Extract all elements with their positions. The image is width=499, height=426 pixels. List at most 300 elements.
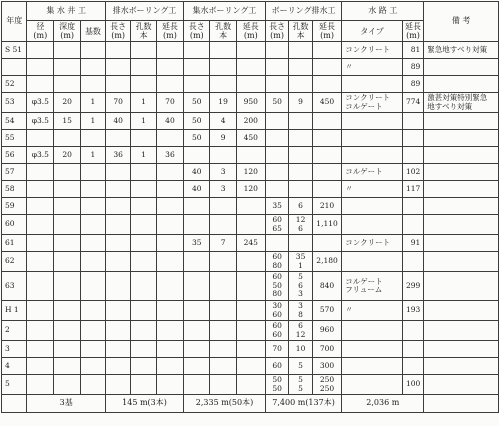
cell-line: フリューム bbox=[345, 285, 383, 294]
data-cell bbox=[402, 375, 424, 395]
table-row bbox=[2, 59, 499, 76]
data-cell bbox=[236, 235, 265, 252]
data-cell bbox=[289, 235, 312, 252]
cell-line: 117 bbox=[405, 183, 421, 193]
table-row bbox=[2, 252, 499, 272]
cell-line: 89 bbox=[410, 61, 421, 71]
cell-line: 50 bbox=[272, 280, 282, 290]
cell-line: 〃 bbox=[345, 61, 353, 71]
data-cell bbox=[210, 130, 236, 147]
data-cell bbox=[27, 341, 54, 358]
total-catchment-boring: 2,335 m(50本) bbox=[184, 395, 266, 413]
data-cell bbox=[156, 252, 183, 272]
data-cell bbox=[80, 358, 105, 375]
total-catchment-well: 3基 bbox=[27, 395, 105, 413]
header-group-catchment-well: 集 水 井 工 bbox=[27, 2, 105, 21]
data-cell bbox=[27, 147, 54, 164]
cell-line: 60 bbox=[272, 252, 282, 261]
data-cell bbox=[156, 235, 183, 252]
data-cell bbox=[289, 147, 312, 164]
data-cell bbox=[184, 341, 210, 358]
cell-line: φ3.5 bbox=[31, 149, 49, 159]
cell-line: 8 bbox=[298, 309, 303, 319]
data-cell bbox=[312, 59, 341, 76]
data-cell bbox=[312, 375, 341, 395]
data-cell bbox=[312, 272, 341, 301]
header-group-drainage-boring: 排水ボーリング工 bbox=[105, 2, 183, 21]
data-cell bbox=[105, 252, 130, 272]
year-cell: 60 bbox=[2, 215, 27, 235]
data-cell bbox=[210, 147, 236, 164]
data-cell bbox=[236, 358, 265, 375]
data-cell bbox=[105, 375, 130, 395]
data-cell bbox=[402, 181, 424, 198]
data-cell bbox=[289, 272, 312, 301]
data-cell bbox=[265, 59, 288, 76]
data-cell bbox=[236, 272, 265, 301]
data-cell bbox=[156, 375, 183, 395]
cell-line: 81 bbox=[410, 44, 421, 54]
cell-line: 6 bbox=[298, 321, 303, 330]
data-cell bbox=[105, 358, 130, 375]
cell-line: 12 bbox=[295, 329, 306, 339]
data-cell bbox=[342, 252, 402, 272]
data-cell bbox=[342, 113, 402, 130]
data-cell bbox=[342, 301, 402, 321]
data-cell bbox=[80, 301, 105, 321]
data-cell bbox=[289, 341, 312, 358]
data-cell bbox=[131, 358, 156, 375]
cell-line: 5 bbox=[298, 360, 303, 370]
data-cell bbox=[342, 147, 402, 164]
data-cell bbox=[54, 164, 81, 181]
subheader-text: 延長 bbox=[405, 22, 421, 31]
data-cell bbox=[402, 198, 424, 215]
cell-line: 60 bbox=[272, 321, 282, 330]
construction-table bbox=[1, 1, 499, 413]
remarks-cell bbox=[424, 147, 499, 164]
cell-line: 1 bbox=[90, 97, 96, 107]
data-cell bbox=[236, 113, 265, 130]
year-cell: 54 bbox=[2, 113, 27, 130]
data-cell bbox=[184, 59, 210, 76]
data-cell bbox=[210, 358, 236, 375]
table-row bbox=[2, 235, 499, 252]
remarks-cell bbox=[424, 181, 499, 198]
subheader-text: (m) bbox=[320, 31, 334, 40]
cell-line: 210 bbox=[319, 200, 335, 210]
data-cell bbox=[80, 93, 105, 113]
cell-line: 20 bbox=[62, 149, 72, 159]
cell-line: φ3.5 bbox=[31, 115, 49, 125]
data-cell bbox=[289, 164, 312, 181]
year-cell: 2 bbox=[2, 321, 27, 341]
data-cell bbox=[105, 93, 130, 113]
subheader-12 bbox=[342, 21, 402, 42]
cell-line: 1 bbox=[298, 260, 303, 270]
cell-line: 70 bbox=[113, 97, 123, 107]
cell-line: 1 bbox=[141, 149, 146, 159]
data-cell bbox=[80, 42, 105, 59]
data-cell bbox=[265, 93, 288, 113]
remarks-cell bbox=[424, 235, 499, 252]
total-channel: 2,036 m bbox=[342, 395, 424, 413]
data-cell bbox=[54, 215, 81, 235]
subheader-1 bbox=[54, 21, 81, 42]
data-cell bbox=[27, 164, 54, 181]
data-cell bbox=[54, 341, 81, 358]
header-remarks: 備 考 bbox=[424, 2, 499, 42]
data-cell bbox=[236, 198, 265, 215]
cell-line: 20 bbox=[62, 97, 72, 107]
table-row bbox=[2, 130, 499, 147]
data-cell bbox=[80, 181, 105, 198]
subheader-text: (m) bbox=[406, 31, 420, 40]
year-cell: H 1 bbox=[2, 301, 27, 321]
remarks-cell bbox=[424, 113, 499, 130]
data-cell bbox=[54, 42, 81, 59]
data-cell bbox=[312, 181, 341, 198]
remarks-cell bbox=[424, 252, 499, 272]
year-cell: S 51 bbox=[2, 42, 27, 59]
cell-line: 6 bbox=[298, 200, 303, 210]
data-cell bbox=[105, 181, 130, 198]
cell-line: 299 bbox=[405, 280, 421, 290]
data-cell bbox=[312, 235, 341, 252]
data-cell bbox=[342, 235, 402, 252]
data-cell bbox=[210, 42, 236, 59]
data-cell bbox=[265, 113, 288, 130]
data-cell bbox=[27, 130, 54, 147]
data-cell bbox=[27, 181, 54, 198]
subheader-4 bbox=[131, 21, 156, 42]
data-cell bbox=[105, 321, 130, 341]
data-cell bbox=[54, 272, 81, 301]
data-cell bbox=[289, 93, 312, 113]
total-drainage-boring: 145 m(3本) bbox=[105, 395, 183, 413]
data-cell bbox=[236, 321, 265, 341]
data-cell bbox=[54, 321, 81, 341]
table-row bbox=[2, 181, 499, 198]
data-cell bbox=[105, 272, 130, 301]
data-cell bbox=[402, 113, 424, 130]
data-cell bbox=[289, 301, 312, 321]
data-cell bbox=[312, 113, 341, 130]
data-cell bbox=[265, 321, 288, 341]
cell-line: 15 bbox=[62, 115, 72, 125]
data-cell bbox=[105, 198, 130, 215]
year-cell: 56 bbox=[2, 147, 27, 164]
data-cell bbox=[80, 252, 105, 272]
cell-line: 1,110 bbox=[316, 219, 338, 229]
data-cell bbox=[210, 215, 236, 235]
data-cell bbox=[342, 272, 402, 301]
data-cell bbox=[402, 59, 424, 76]
cell-line: φ3.5 bbox=[31, 97, 49, 107]
table-row bbox=[2, 272, 499, 301]
data-cell bbox=[131, 215, 156, 235]
cell-line: 570 bbox=[319, 305, 335, 315]
table-row bbox=[2, 93, 499, 113]
data-cell bbox=[156, 215, 183, 235]
cell-line: コンクリート bbox=[345, 237, 391, 247]
cell-line: 1 bbox=[141, 115, 146, 125]
data-cell bbox=[105, 42, 130, 59]
data-cell bbox=[402, 358, 424, 375]
data-cell bbox=[156, 164, 183, 181]
subheader-text: 長さ bbox=[188, 22, 205, 31]
year-cell: 55 bbox=[2, 130, 27, 147]
data-cell bbox=[402, 93, 424, 113]
data-cell bbox=[131, 341, 156, 358]
data-cell bbox=[289, 113, 312, 130]
data-cell bbox=[342, 76, 402, 93]
data-cell bbox=[289, 215, 312, 235]
cell-line: 65 bbox=[272, 223, 282, 233]
data-cell bbox=[131, 301, 156, 321]
data-cell bbox=[236, 93, 265, 113]
table-row bbox=[2, 215, 499, 235]
subheader-text: 径 bbox=[36, 22, 45, 31]
data-cell bbox=[27, 93, 54, 113]
cell-line: 250 bbox=[319, 383, 335, 393]
data-cell bbox=[131, 147, 156, 164]
data-cell bbox=[54, 76, 81, 93]
cell-line: 12 bbox=[295, 215, 306, 224]
subheader-text: (m) bbox=[243, 31, 258, 40]
cell-line: 40 bbox=[191, 183, 202, 193]
year-cell: 58 bbox=[2, 181, 27, 198]
data-cell bbox=[131, 42, 156, 59]
cell-line: 89 bbox=[410, 78, 421, 88]
data-cell bbox=[156, 113, 183, 130]
subheader-text: 孔数 bbox=[215, 22, 232, 31]
data-cell bbox=[105, 147, 130, 164]
cell-line: 700 bbox=[319, 343, 335, 353]
cell-line: 35 bbox=[272, 200, 282, 210]
cell-line: 80 bbox=[272, 289, 282, 299]
data-cell bbox=[184, 321, 210, 341]
subheader-text: 本 bbox=[296, 31, 305, 40]
data-cell bbox=[27, 321, 54, 341]
data-cell bbox=[342, 215, 402, 235]
cell-line: コンクリート bbox=[345, 44, 391, 54]
data-cell bbox=[402, 235, 424, 252]
data-cell bbox=[27, 375, 54, 395]
cell-line: 5 bbox=[298, 375, 303, 384]
data-cell bbox=[289, 42, 312, 59]
year-cell bbox=[2, 59, 27, 76]
cell-line: 3 bbox=[220, 166, 226, 176]
data-cell bbox=[210, 252, 236, 272]
cell-line: 3 bbox=[220, 183, 226, 193]
data-cell bbox=[236, 375, 265, 395]
cell-line: 5 bbox=[298, 383, 303, 393]
table-row bbox=[2, 375, 499, 395]
data-cell bbox=[54, 252, 81, 272]
data-cell bbox=[80, 321, 105, 341]
cell-line: 4 bbox=[220, 115, 226, 125]
data-cell bbox=[210, 164, 236, 181]
subheader-9 bbox=[265, 21, 288, 42]
data-cell bbox=[210, 113, 236, 130]
data-cell bbox=[289, 198, 312, 215]
data-cell bbox=[156, 358, 183, 375]
cell-line: 50 bbox=[272, 97, 282, 107]
cell-line: 60 bbox=[272, 309, 282, 319]
data-cell bbox=[236, 42, 265, 59]
cell-line: 40 bbox=[165, 115, 175, 125]
data-cell bbox=[27, 235, 54, 252]
data-cell bbox=[210, 321, 236, 341]
cell-line: コルゲート bbox=[345, 276, 383, 286]
cell-line: 120 bbox=[243, 166, 258, 176]
data-cell bbox=[210, 375, 236, 395]
subheader-text: 延長 bbox=[161, 22, 178, 31]
year-cell: 53 bbox=[2, 93, 27, 113]
year-cell: 4 bbox=[2, 358, 27, 375]
data-cell bbox=[342, 181, 402, 198]
cell-line: 60 bbox=[272, 215, 282, 224]
data-cell bbox=[80, 130, 105, 147]
data-cell bbox=[27, 76, 54, 93]
data-cell bbox=[265, 76, 288, 93]
data-cell bbox=[80, 113, 105, 130]
cell-line: 36 bbox=[165, 149, 175, 159]
cell-line: コンクリート bbox=[345, 93, 391, 102]
data-cell bbox=[342, 93, 402, 113]
subheader-text: (m) bbox=[163, 31, 177, 40]
data-cell bbox=[54, 59, 81, 76]
table-row bbox=[2, 147, 499, 164]
cell-line: 6 bbox=[298, 280, 303, 290]
data-cell bbox=[105, 301, 130, 321]
data-cell bbox=[289, 76, 312, 93]
data-cell bbox=[131, 93, 156, 113]
cell-line: 6 bbox=[298, 223, 303, 233]
data-cell bbox=[289, 181, 312, 198]
data-cell bbox=[265, 147, 288, 164]
data-cell bbox=[312, 321, 341, 341]
data-cell bbox=[289, 59, 312, 76]
data-cell bbox=[402, 164, 424, 181]
subheader-0 bbox=[27, 21, 54, 42]
cell-line: 60 bbox=[272, 360, 282, 370]
data-cell bbox=[265, 301, 288, 321]
year-cell: 5 bbox=[2, 375, 27, 395]
data-cell bbox=[210, 181, 236, 198]
total-remarks bbox=[424, 395, 499, 413]
data-cell bbox=[105, 235, 130, 252]
subheader-text: (m) bbox=[270, 31, 284, 40]
cell-line: 19 bbox=[218, 97, 228, 107]
data-cell bbox=[156, 59, 183, 76]
cell-line: コルゲート bbox=[345, 101, 383, 111]
data-cell bbox=[342, 341, 402, 358]
data-cell bbox=[312, 358, 341, 375]
year-cell: 59 bbox=[2, 198, 27, 215]
data-cell bbox=[265, 272, 288, 301]
data-cell bbox=[312, 215, 341, 235]
subheader-text: 延長 bbox=[319, 22, 336, 31]
cell-line: 950 bbox=[243, 97, 258, 107]
data-cell bbox=[54, 235, 81, 252]
remarks-cell bbox=[424, 341, 499, 358]
data-cell bbox=[265, 341, 288, 358]
data-cell bbox=[265, 375, 288, 395]
data-cell bbox=[312, 341, 341, 358]
cell-line: 245 bbox=[243, 237, 258, 247]
subheader-text: (m) bbox=[33, 31, 48, 40]
data-cell bbox=[105, 215, 130, 235]
table-row bbox=[2, 164, 499, 181]
subheader-text: 長さ bbox=[269, 22, 286, 31]
cell-line: 60 bbox=[272, 272, 282, 282]
cell-line: 1 bbox=[90, 115, 96, 125]
subheader-10 bbox=[289, 21, 312, 42]
data-cell bbox=[54, 147, 81, 164]
cell-line: 450 bbox=[319, 97, 335, 107]
data-cell bbox=[265, 215, 288, 235]
data-cell bbox=[342, 375, 402, 395]
data-cell bbox=[402, 76, 424, 93]
remarks-cell bbox=[424, 301, 499, 321]
cell-line: 960 bbox=[319, 325, 335, 335]
cell-line: 50 bbox=[191, 132, 202, 142]
data-cell bbox=[131, 76, 156, 93]
data-cell bbox=[236, 130, 265, 147]
remarks-cell bbox=[424, 93, 499, 113]
cell-line: 36 bbox=[113, 149, 123, 159]
subheader-13 bbox=[402, 21, 424, 42]
subheader-6 bbox=[184, 21, 210, 42]
data-cell bbox=[80, 375, 105, 395]
data-cell bbox=[402, 130, 424, 147]
data-cell bbox=[289, 375, 312, 395]
subheader-text: 本 bbox=[219, 31, 228, 40]
remarks-line: 激甚対策特別緊急 bbox=[427, 93, 488, 102]
data-cell bbox=[131, 164, 156, 181]
data-cell bbox=[342, 358, 402, 375]
subheader-11 bbox=[312, 21, 341, 42]
cell-line: 300 bbox=[319, 360, 335, 370]
data-cell bbox=[80, 235, 105, 252]
subheader-text: タイプ bbox=[360, 26, 384, 36]
cell-line: 2,180 bbox=[316, 256, 338, 266]
cell-line: 1 bbox=[90, 149, 96, 159]
cell-line: 3 bbox=[298, 289, 303, 299]
data-cell bbox=[312, 301, 341, 321]
data-cell bbox=[184, 215, 210, 235]
data-cell bbox=[236, 215, 265, 235]
cell-line: 1 bbox=[141, 97, 146, 107]
cell-line: 193 bbox=[405, 305, 421, 315]
data-cell bbox=[156, 42, 183, 59]
data-cell bbox=[156, 321, 183, 341]
data-cell bbox=[402, 252, 424, 272]
data-cell bbox=[184, 113, 210, 130]
total-boring-drainage: 7,400 m(137本) bbox=[265, 395, 341, 413]
cell-line: 80 bbox=[272, 260, 282, 270]
subheader-text: 基数 bbox=[84, 26, 101, 36]
cell-line: 250 bbox=[319, 375, 335, 384]
year-cell: 61 bbox=[2, 235, 27, 252]
data-cell bbox=[210, 93, 236, 113]
data-cell bbox=[27, 113, 54, 130]
data-cell bbox=[105, 341, 130, 358]
remarks-cell bbox=[424, 164, 499, 181]
subheader-text: 孔数 bbox=[292, 22, 309, 31]
